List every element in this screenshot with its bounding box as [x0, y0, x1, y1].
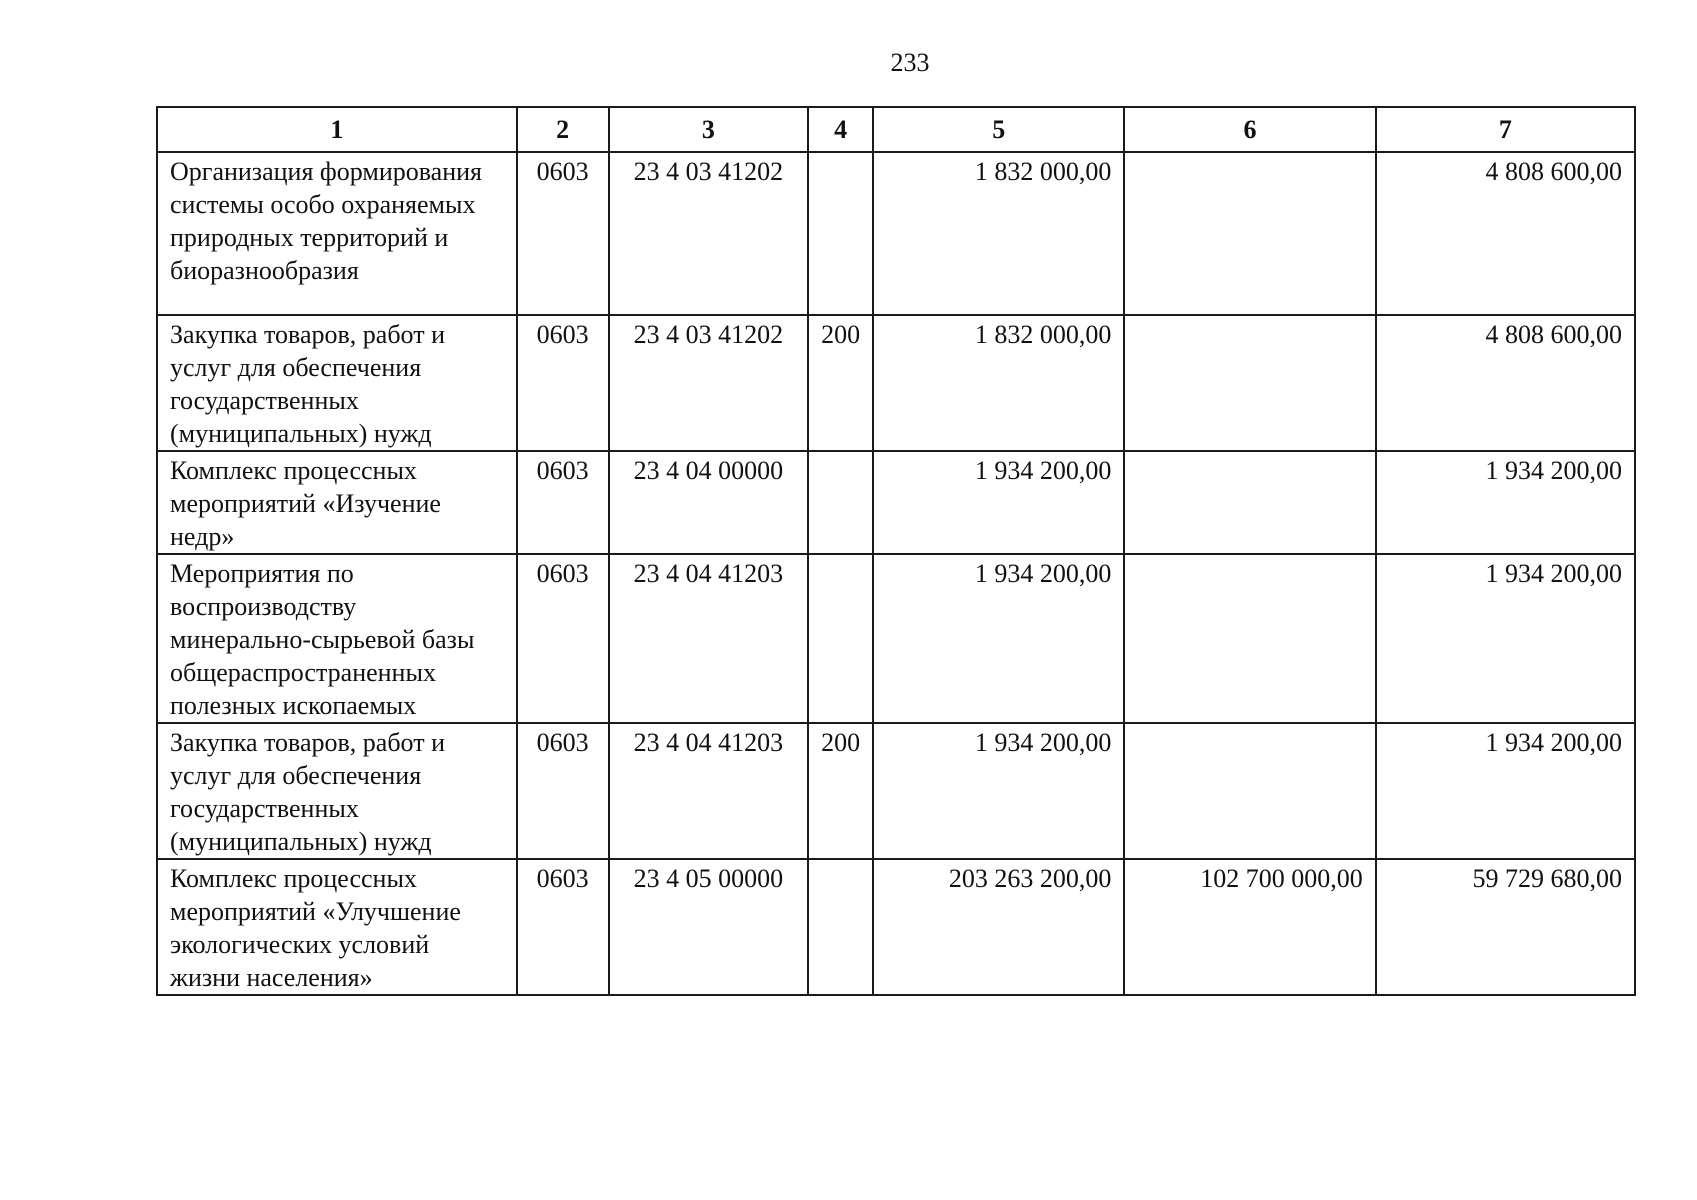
row-name: Комплекс процессных мероприятий «Изучение недр» — [157, 451, 517, 554]
row-value-5: 1 934 200,00 — [873, 451, 1124, 554]
table-row — [157, 315, 1635, 451]
row-value-5: 1 832 000,00 — [873, 315, 1124, 451]
row-value-6: 102 700 000,00 — [1124, 859, 1375, 995]
row-name: Закупка товаров, работ и услуг для обеспечения государственных (муниципальных) нужд — [157, 723, 517, 859]
row-value-7: 59 729 680,00 — [1376, 859, 1635, 995]
header-col-5: 5 — [873, 107, 1124, 152]
row-expense-type — [808, 859, 873, 995]
row-expense-type: 200 — [808, 315, 873, 451]
row-target-code: 23 4 04 41203 — [609, 554, 809, 723]
table-row — [157, 554, 1635, 723]
row-section: 0603 — [517, 451, 609, 554]
row-value-5: 1 934 200,00 — [873, 723, 1124, 859]
table-row — [157, 723, 1635, 859]
row-target-code: 23 4 05 00000 — [609, 859, 809, 995]
row-target-code: 23 4 03 41202 — [609, 315, 809, 451]
row-expense-type — [808, 554, 873, 723]
header-row — [157, 107, 1635, 152]
row-section: 0603 — [517, 859, 609, 995]
row-value-6 — [1124, 451, 1375, 554]
row-value-6 — [1124, 554, 1375, 723]
table-row — [157, 152, 1635, 315]
row-section: 0603 — [517, 315, 609, 451]
row-target-code: 23 4 04 00000 — [609, 451, 809, 554]
header-col-1: 1 — [157, 107, 517, 152]
row-value-7: 1 934 200,00 — [1376, 723, 1635, 859]
row-section: 0603 — [517, 554, 609, 723]
header-col-2: 2 — [517, 107, 609, 152]
row-value-7: 1 934 200,00 — [1376, 451, 1635, 554]
budget-table — [156, 106, 1636, 996]
row-expense-type — [808, 152, 873, 315]
page-number: 233 — [890, 48, 930, 77]
row-name: Организация формирования системы особо охраняемых природных территорий и биоразнообразия — [157, 152, 517, 315]
row-value-7: 1 934 200,00 — [1376, 554, 1635, 723]
row-name: Мероприятия по воспроизводству минерально-сырьевой базы общераспространенных полезных ископаемых — [157, 554, 517, 723]
row-target-code: 23 4 03 41202 — [609, 152, 809, 315]
row-value-5: 203 263 200,00 — [873, 859, 1124, 995]
row-value-5: 1 934 200,00 — [873, 554, 1124, 723]
row-name: Комплекс процессных мероприятий «Улучшение экологических условий жизни населения» — [157, 859, 517, 995]
row-value-7: 4 808 600,00 — [1376, 152, 1635, 315]
header-col-3: 3 — [609, 107, 809, 152]
row-expense-type: 200 — [808, 723, 873, 859]
row-expense-type — [808, 451, 873, 554]
row-section: 0603 — [517, 723, 609, 859]
row-value-7: 4 808 600,00 — [1376, 315, 1635, 451]
row-name: Закупка товаров, работ и услуг для обеспечения государственных (муниципальных) нужд — [157, 315, 517, 451]
row-value-6 — [1124, 315, 1375, 451]
header-col-6: 6 — [1124, 107, 1375, 152]
header-col-4: 4 — [808, 107, 873, 152]
table-row — [157, 451, 1635, 554]
row-value-5: 1 832 000,00 — [873, 152, 1124, 315]
header-col-7: 7 — [1376, 107, 1635, 152]
row-value-6 — [1124, 152, 1375, 315]
table-row — [157, 859, 1635, 995]
row-section: 0603 — [517, 152, 609, 315]
row-value-6 — [1124, 723, 1375, 859]
row-target-code: 23 4 04 41203 — [609, 723, 809, 859]
